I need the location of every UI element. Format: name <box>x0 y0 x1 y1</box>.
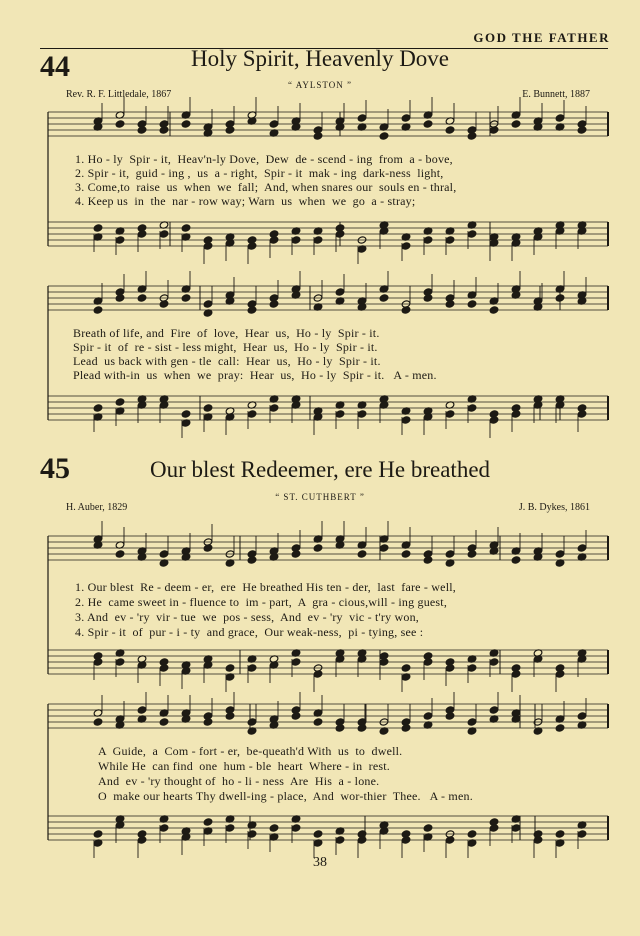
note-head <box>181 224 191 232</box>
note-head <box>467 830 477 838</box>
tune-name: “ ST. CUTHBERT ” <box>275 492 365 502</box>
note-head <box>93 224 103 232</box>
lyric-line: 1. Ho - ly Spir - it, Heav'n-ly Dove, Dew de - scend - ing from a - bove, <box>75 152 453 166</box>
note-head <box>203 404 213 412</box>
note-head <box>423 236 433 244</box>
note-head <box>247 664 257 672</box>
note-head <box>335 288 345 296</box>
note-head <box>93 830 103 838</box>
note-head <box>357 410 367 418</box>
hymn-number: 45 <box>40 452 70 485</box>
note-head <box>115 398 125 406</box>
note-head <box>313 718 323 726</box>
note-head <box>379 544 389 552</box>
note-head <box>401 550 411 558</box>
hymn-number: 44 <box>40 50 70 83</box>
hymn-title: Holy Spirit, Heavenly Dove <box>190 46 450 71</box>
note-head <box>423 120 433 128</box>
lyric-line: 3. And ev - 'ry vir - tue we pos - sess, And ev - 'ry vic - t'ry won, <box>75 610 419 624</box>
note-head <box>269 824 279 832</box>
note-head <box>467 404 477 412</box>
note-head <box>181 294 191 302</box>
note-head <box>577 544 587 552</box>
note-head <box>247 718 257 726</box>
note-head <box>247 830 257 838</box>
note-head <box>181 410 191 418</box>
note-head <box>423 712 433 720</box>
lyric-line: Plead with-in us when we pray: Hear us, Ho - ly Spir - it. A - men. <box>73 368 437 382</box>
note-head <box>335 410 345 418</box>
music-credit: J. B. Dykes, 1861 <box>518 502 590 513</box>
lyric-line: 2. Spir - it, guid - ing , us a - right, Spir - it mak - ing dark-ness light, <box>75 166 444 180</box>
lyric-line: 4. Spir - it of pur - i - ty and grace, Our weak-ness, pi - tying, see : <box>75 625 424 639</box>
note-head <box>159 550 169 558</box>
note-head <box>225 664 235 672</box>
note-head <box>137 294 147 302</box>
note-head <box>291 824 301 832</box>
note-head <box>93 404 103 412</box>
lyric-line: 4. Keep us in the nar - row way; Warn us when we go a - stray; <box>75 194 416 208</box>
lyric-line: 3. Come,to raise us when we fall; And, when snares our souls en - thral, <box>75 180 457 194</box>
note-head <box>357 114 367 122</box>
note-head <box>467 230 477 238</box>
lyric-line: While He can find one hum - ble heart Where - in rest. <box>98 759 391 773</box>
note-head <box>511 556 521 564</box>
note-head <box>467 300 477 308</box>
note-head <box>159 824 169 832</box>
note-head <box>203 300 213 308</box>
note-head <box>401 242 411 250</box>
tune-name: “ AYLSTON ” <box>287 80 352 90</box>
note-head <box>445 550 455 558</box>
note-head <box>445 410 455 418</box>
note-head <box>511 120 521 128</box>
note-head <box>357 550 367 558</box>
section-title: GOD THE FATHER <box>473 30 610 45</box>
lyric-line: 2. He came sweet in - fluence to im - part, A gra - cious,will - ing guest, <box>75 595 448 609</box>
note-head <box>555 114 565 122</box>
note-head <box>115 236 125 244</box>
note-head <box>577 712 587 720</box>
note-head <box>181 120 191 128</box>
music-credit: E. Bunnett, 1887 <box>522 89 590 100</box>
note-head <box>555 724 565 732</box>
note-head <box>203 818 213 826</box>
note-head <box>445 236 455 244</box>
note-head <box>555 550 565 558</box>
note-head <box>511 824 521 832</box>
hymn-title: Our blest Redeemer, ere He breathed <box>149 457 491 482</box>
note-head <box>115 120 125 128</box>
note-head <box>445 126 455 134</box>
note-head <box>93 718 103 726</box>
note-head <box>467 664 477 672</box>
words-credit: Rev. R. F. Littledale, 1867 <box>66 89 172 100</box>
note-head <box>93 306 103 314</box>
note-head <box>335 836 345 844</box>
note-head <box>291 658 301 666</box>
note-head <box>489 306 499 314</box>
note-head <box>313 236 323 244</box>
note-head <box>137 706 147 714</box>
note-head <box>159 230 169 238</box>
note-head <box>159 718 169 726</box>
note-head <box>313 830 323 838</box>
note-head <box>291 236 301 244</box>
lyric-line: Breath of life, and Fire of love, Hear us, Ho - ly Spir - it. <box>73 326 380 340</box>
note-head <box>489 658 499 666</box>
lyric-line: And ev - 'ry thought of ho - li - ness Are His a - lone. <box>98 774 380 788</box>
note-head <box>401 416 411 424</box>
note-head <box>577 830 587 838</box>
note-head <box>225 824 235 832</box>
note-head <box>467 718 477 726</box>
note-head <box>555 294 565 302</box>
words-credit: H. Auber, 1829 <box>66 502 128 513</box>
note-head <box>269 120 279 128</box>
note-head <box>423 824 433 832</box>
lyric-line: Spir - it of re - sist - less might, Hear us, Ho - ly Spir - it. <box>73 340 378 354</box>
lyric-line: O make our hearts Thy dwell-ing - place, And wor-thier Thee. A - men. <box>98 789 473 803</box>
lyric-line: 1. Our blest Re - deem - er, ere He breathed His ten - der, last fare - well, <box>75 580 456 594</box>
page-number: 38 <box>313 855 327 870</box>
note-head <box>555 830 565 838</box>
note-head <box>379 132 389 140</box>
note-head <box>269 404 279 412</box>
note-head <box>401 664 411 672</box>
lyric-line: A Guide, a Com - fort - er, be-queath'd With us to dwell. <box>98 744 403 758</box>
note-head <box>313 544 323 552</box>
note-head <box>489 706 499 714</box>
note-head <box>115 550 125 558</box>
note-head <box>401 114 411 122</box>
note-head <box>115 658 125 666</box>
note-head <box>379 294 389 302</box>
note-head <box>247 410 257 418</box>
lyric-line: Lead us back with gen - tle call: Hear us, Ho - ly Spir - it. <box>73 354 381 368</box>
